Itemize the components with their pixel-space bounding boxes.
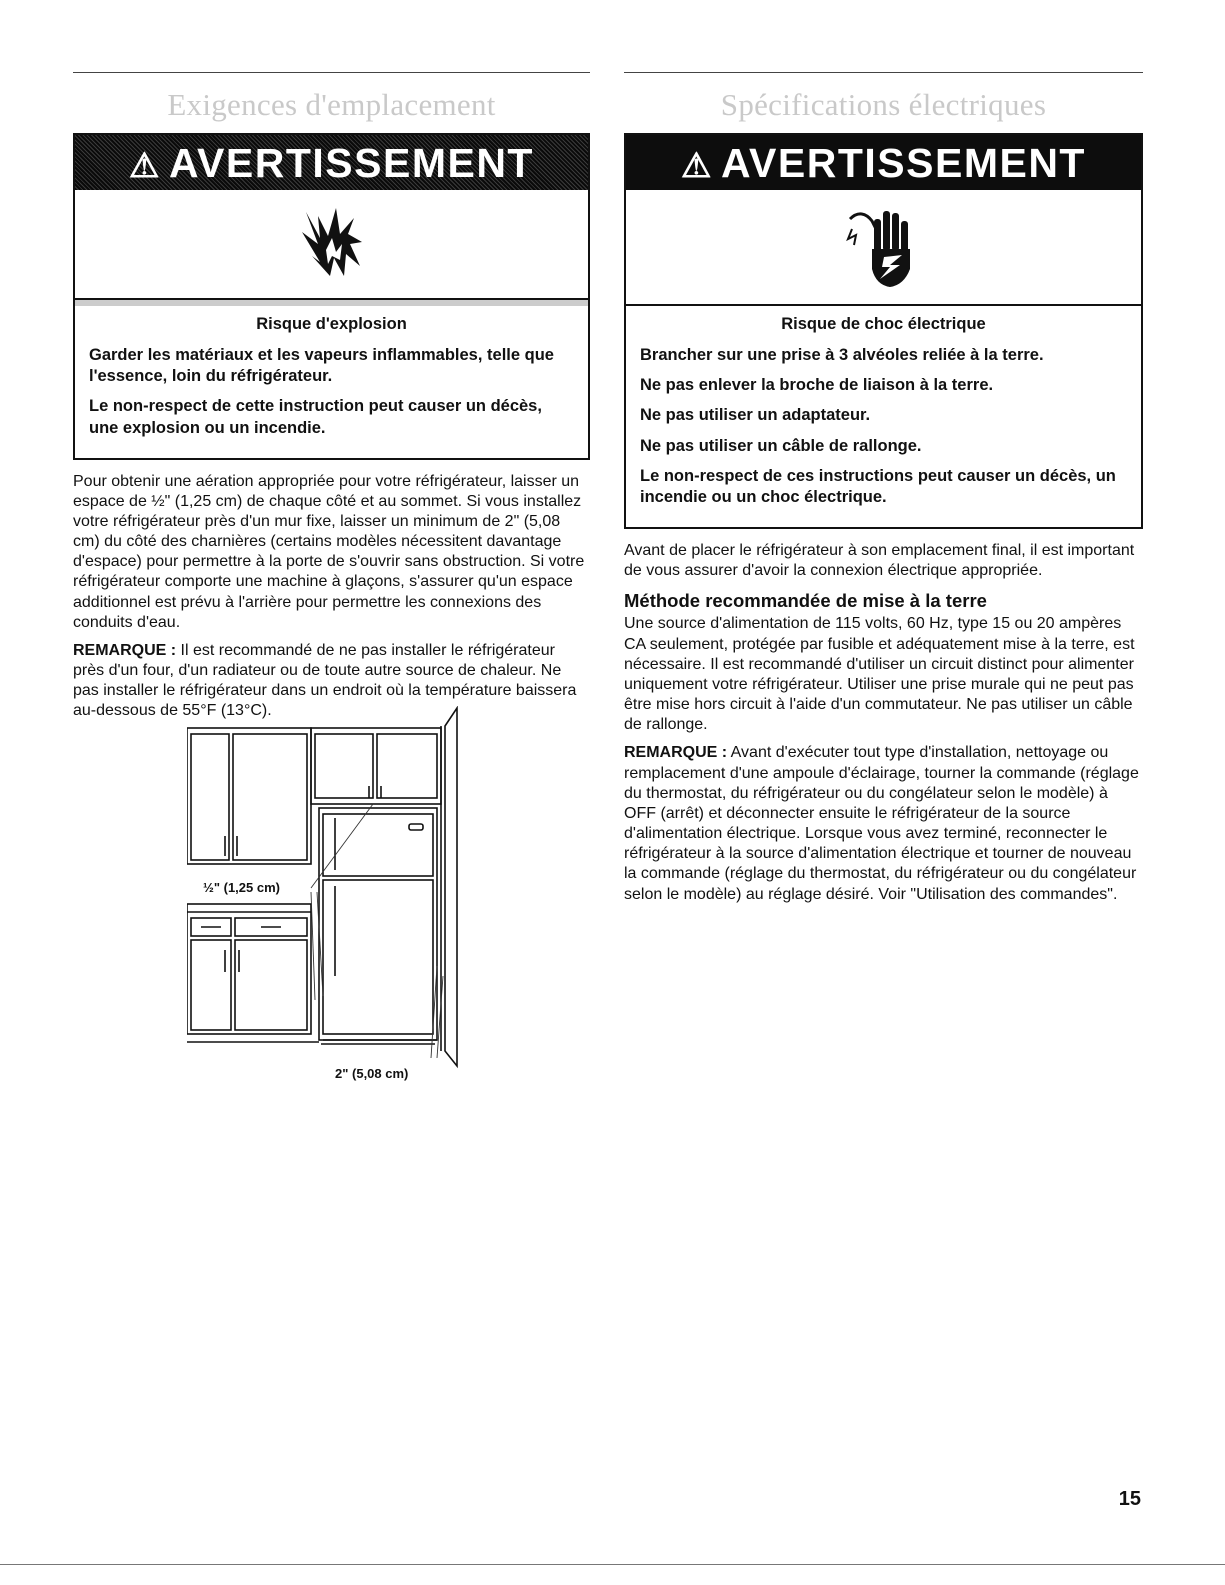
warning-line: Le non-respect de ces instructions peut causer un décès, un incendie ou un choc électrique. xyxy=(640,466,1116,506)
warning-body xyxy=(75,300,588,458)
warning-triangle-icon: ⚠ xyxy=(681,147,713,185)
page-bottom-rule xyxy=(0,1564,1225,1565)
clearance-illustration xyxy=(187,706,477,1086)
explosion-icon xyxy=(75,190,588,300)
warning-line: Ne pas utiliser un câble de rallonge. xyxy=(640,436,922,455)
warning-body xyxy=(626,306,1141,527)
paragraph: Pour obtenir une aération appropriée pour votre réfrigérateur, laisser un espace de ½" (1,25 cm) de chaque côté et au sommet. Si vous installez votre réfrigérateur près d'un mur fixe, laisser un minimum de 2" (5,08 cm) du côté des charnières (certains modèles nécessitent davantage d'espace) pour permettre à la porte de s'ouvrir sans obstruction. Si votre réfrigérateur comporte une machine à glaçons, s'assurer qu'un espace additionnel est prévu à l'arrière pour permettre les connexions des conduits d'eau. xyxy=(73,472,585,631)
figure-label-side-clearance: ½" (1,25 cm) xyxy=(203,880,280,895)
warning-box-electric-shock xyxy=(624,133,1143,529)
body-text xyxy=(73,472,590,722)
body-text xyxy=(624,541,1143,905)
section-rule xyxy=(73,72,590,73)
warning-line: Le non-respect de cette instruction peut causer un décès, une explosion ou un incendie. xyxy=(89,397,542,437)
warning-triangle-icon: ⚠ xyxy=(129,147,161,185)
remarque-paragraph xyxy=(624,743,1143,904)
paragraph: Avant de placer le réfrigérateur à son emplacement final, il est important de vous assurer d'avoir la connexion électrique appropriée. xyxy=(624,541,1135,580)
section-title: Spécifications électriques xyxy=(720,87,1047,122)
warning-header-text: AVERTISSEMENT xyxy=(720,140,1086,186)
warning-line: Ne pas utiliser un adaptateur. xyxy=(640,406,871,425)
section-title: Exigences d'emplacement xyxy=(167,87,496,122)
warning-risk: Risque d'explosion xyxy=(256,315,407,334)
remarque-label: REMARQUE : xyxy=(624,744,728,762)
figure-label-hinge-clearance: 2" (5,08 cm) xyxy=(335,1066,409,1081)
paragraph: Une source d'alimentation de 115 volts, 60 Hz, type 15 ou 20 ampères CA seulement, protégée par fusible et adéquatement mise à la terre, est nécessaire. Il est recommandé d'utiliser un circuit distinct pour alimenter uniquement votre réfrigérateur. Utiliser une prise murale qui ne peut pas être mise hors circuit à l'aide d'un commutateur. Ne pas utiliser un câble de rallonge. xyxy=(624,615,1135,734)
subheading: Méthode recommandée de mise à la terre xyxy=(624,590,987,612)
right-column xyxy=(624,72,1143,913)
warning-header xyxy=(75,135,588,190)
page-number: 15 xyxy=(1118,1488,1141,1510)
warning-line: Garder les matériaux et les vapeurs inflammables, telle que l'essence, loin du réfrigérateur. xyxy=(89,346,554,386)
warning-line: Ne pas enlever la broche de liaison à la terre. xyxy=(640,376,994,395)
remarque-label: REMARQUE : xyxy=(73,641,177,659)
remarque-text: Avant d'exécuter tout type d'installation, nettoyage ou remplacement d'une ampoule d'éclairage, tourner la commande (réglage du thermostat, du réfrigérateur ou du congélateur selon le modèle) à OFF (arrêt) et déconnecter ensuite le réfrigérateur de la source d'alimentation électrique. Lorsque vous avez terminé, reconnecter le réfrigérateur à la source d'alimentation électrique et tourner de nouveau la commande (réglage du thermostat, du réfrigérateur ou du congélateur selon le modèle) au réglage désiré. Voir "Utilisation des commandes". xyxy=(624,744,1139,903)
warning-box-explosion xyxy=(73,133,590,460)
refrigerator-clearance-diagram xyxy=(187,706,477,1086)
warning-header xyxy=(626,135,1141,190)
warning-risk: Risque de choc électrique xyxy=(781,315,986,334)
warning-header-text: AVERTISSEMENT xyxy=(168,140,534,186)
left-column xyxy=(73,72,590,730)
warning-line: Brancher sur une prise à 3 alvéoles reliée à la terre. xyxy=(640,346,1044,365)
electric-shock-hand-icon xyxy=(626,190,1141,306)
remarque-text: Il est recommandé de ne pas installer le réfrigérateur près d'un four, d'un radiateur ou de toute autre source de chaleur. Ne pas installer le réfrigérateur dans un endroit où la température baissera au-dessous de 55°F (13°C). xyxy=(73,641,577,720)
section-rule xyxy=(624,72,1143,73)
